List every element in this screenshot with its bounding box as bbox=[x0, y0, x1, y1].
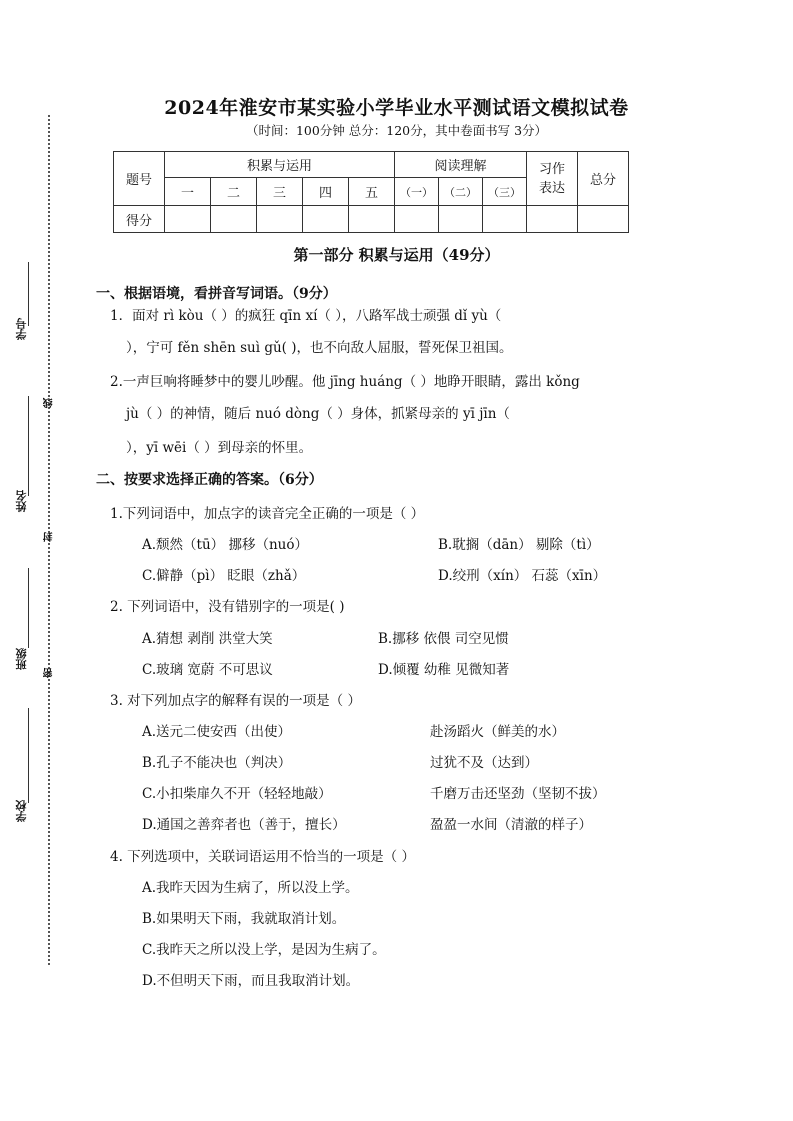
q4-option-d: D.不但明天下雨，而且我取消计划。 bbox=[142, 973, 360, 989]
name-label: 姓名 bbox=[15, 490, 28, 512]
q3-option-b2: 过犹不及（达到） bbox=[430, 755, 538, 771]
score-cell[interactable] bbox=[257, 206, 303, 233]
q3-option-a: A.送元二使安西（出使） bbox=[142, 724, 292, 740]
q2-option-a: A.猜想 剥削 洪堂大笑 bbox=[142, 631, 273, 647]
exam-subtitle: （时间：100分钟 总分：120分，其中卷面书写 3分） bbox=[245, 123, 548, 138]
q1-option-c: C.僻静（pì） 眨眼（zhǎ） bbox=[142, 568, 306, 584]
score-table bbox=[113, 151, 629, 233]
score-row-label: 得分 bbox=[114, 206, 165, 233]
q4-option-a: A.我昨天因为生病了，所以没上学。 bbox=[142, 880, 359, 896]
score-table-composition: 习作表达 bbox=[527, 152, 578, 206]
part1-title: 第一部分 积累与运用（49分） bbox=[293, 246, 500, 264]
score-cell[interactable] bbox=[395, 206, 439, 233]
score-cell[interactable] bbox=[211, 206, 257, 233]
seal-mark-line: 线 bbox=[44, 398, 55, 408]
q3-option-d: D.通国之善弈者也（善于，擅长） bbox=[142, 817, 346, 833]
q3-option-c2: 千磨万击还坚劲（坚韧不拔） bbox=[430, 786, 606, 802]
q3-option-b: B.孔子不能决也（判决） bbox=[142, 755, 292, 771]
score-col-3: 三 bbox=[257, 178, 303, 206]
q4-option-c: C.我昨天之所以没上学，是因为生病了。 bbox=[142, 942, 386, 958]
s1-line-5: ），yī wēi（ ）到母亲的怀里。 bbox=[126, 440, 313, 456]
section1-heading: 一、根据语境，看拼音写词语。（9分） bbox=[96, 286, 337, 302]
s1-line-3: 2.一声巨响将睡梦中的婴儿吵醒。他 jīng huáng（ ）地睁开眼睛，露出 kǒng bbox=[110, 374, 580, 390]
q2-option-c: C.玻璃 宽蔚 不可思议 bbox=[142, 662, 273, 678]
q2-option-b: B.挪移 依偎 司空见惯 bbox=[378, 631, 509, 647]
q1-option-a: A.颓然（tū） 挪移（nuó） bbox=[142, 537, 308, 553]
score-table-group1: 积累与运用 bbox=[165, 152, 395, 178]
score-col-r1: （一） bbox=[395, 178, 439, 206]
s1-line-4: jù（ ）的神情，随后 nuó dòng（ ）身体，抓紧母亲的 yī jīn（ bbox=[126, 406, 510, 422]
seal-mark-secret: 密 bbox=[44, 668, 55, 678]
q3-option-c: C.小扣柴扉久不开（轻轻地敲） bbox=[142, 786, 332, 802]
student-id-label: 学号 bbox=[15, 318, 28, 340]
q1-option-d: D.绞刑（xín） 石蕊（xīn） bbox=[438, 568, 607, 584]
s1-line-1: 1．面对 rì kòu（ ）的疯狂 qīn xí（ ），八路军战士顽强 dǐ yù（ bbox=[110, 308, 502, 324]
exam-title: 2024年淮安市某实验小学毕业水平测试语文模拟试卷 bbox=[164, 97, 629, 119]
q4-stem: 4. 下列选项中，关联词语运用不恰当的一项是（ ） bbox=[110, 849, 415, 865]
score-col-2: 二 bbox=[211, 178, 257, 206]
score-table-corner: 题号 bbox=[114, 152, 165, 206]
q2-option-d: D.倾覆 幼稚 见微知著 bbox=[378, 662, 510, 678]
q1-option-b: B.耽搁（dān） 剔除（tì） bbox=[438, 537, 600, 553]
class-label: 班级 bbox=[15, 648, 28, 670]
q3-option-d2: 盈盈一水间（清澈的样子） bbox=[430, 817, 592, 833]
score-cell[interactable] bbox=[527, 206, 578, 233]
q3-option-a2: 赴汤蹈火（鲜美的水） bbox=[430, 724, 565, 740]
s1-line-2: ），宁可 fěn shēn suì gǔ( )，也不向敌人屈服，誓死保卫祖国。 bbox=[126, 340, 513, 356]
school-field-line bbox=[28, 708, 29, 803]
score-cell[interactable] bbox=[165, 206, 211, 233]
seal-mark-seal: 封 bbox=[44, 532, 55, 542]
score-cell[interactable] bbox=[349, 206, 395, 233]
q3-stem: 3. 对下列加点字的解释有误的一项是（ ） bbox=[110, 693, 361, 709]
score-col-4: 四 bbox=[303, 178, 349, 206]
score-col-5: 五 bbox=[349, 178, 395, 206]
q4-option-b: B.如果明天下雨，我就取消计划。 bbox=[142, 911, 346, 927]
q2-stem: 2. 下列词语中，没有错别字的一项是( ) bbox=[110, 599, 345, 615]
section2-heading: 二、按要求选择正确的答案。（6分） bbox=[96, 472, 323, 488]
score-cell[interactable] bbox=[439, 206, 483, 233]
name-field-line bbox=[28, 396, 29, 496]
score-col-1: 一 bbox=[165, 178, 211, 206]
score-cell[interactable] bbox=[483, 206, 527, 233]
score-col-r3: （三） bbox=[483, 178, 527, 206]
score-cell[interactable] bbox=[303, 206, 349, 233]
score-cell[interactable] bbox=[578, 206, 629, 233]
score-table-group2: 阅读理解 bbox=[395, 152, 527, 178]
score-table-total: 总分 bbox=[578, 152, 629, 206]
q1-stem: 1.下列词语中，加点字的读音完全正确的一项是（ ） bbox=[110, 506, 425, 522]
class-field-line bbox=[28, 568, 29, 648]
student-id-field-line bbox=[28, 262, 29, 326]
school-label: 学校 bbox=[15, 800, 28, 822]
score-col-r2: （二） bbox=[439, 178, 483, 206]
